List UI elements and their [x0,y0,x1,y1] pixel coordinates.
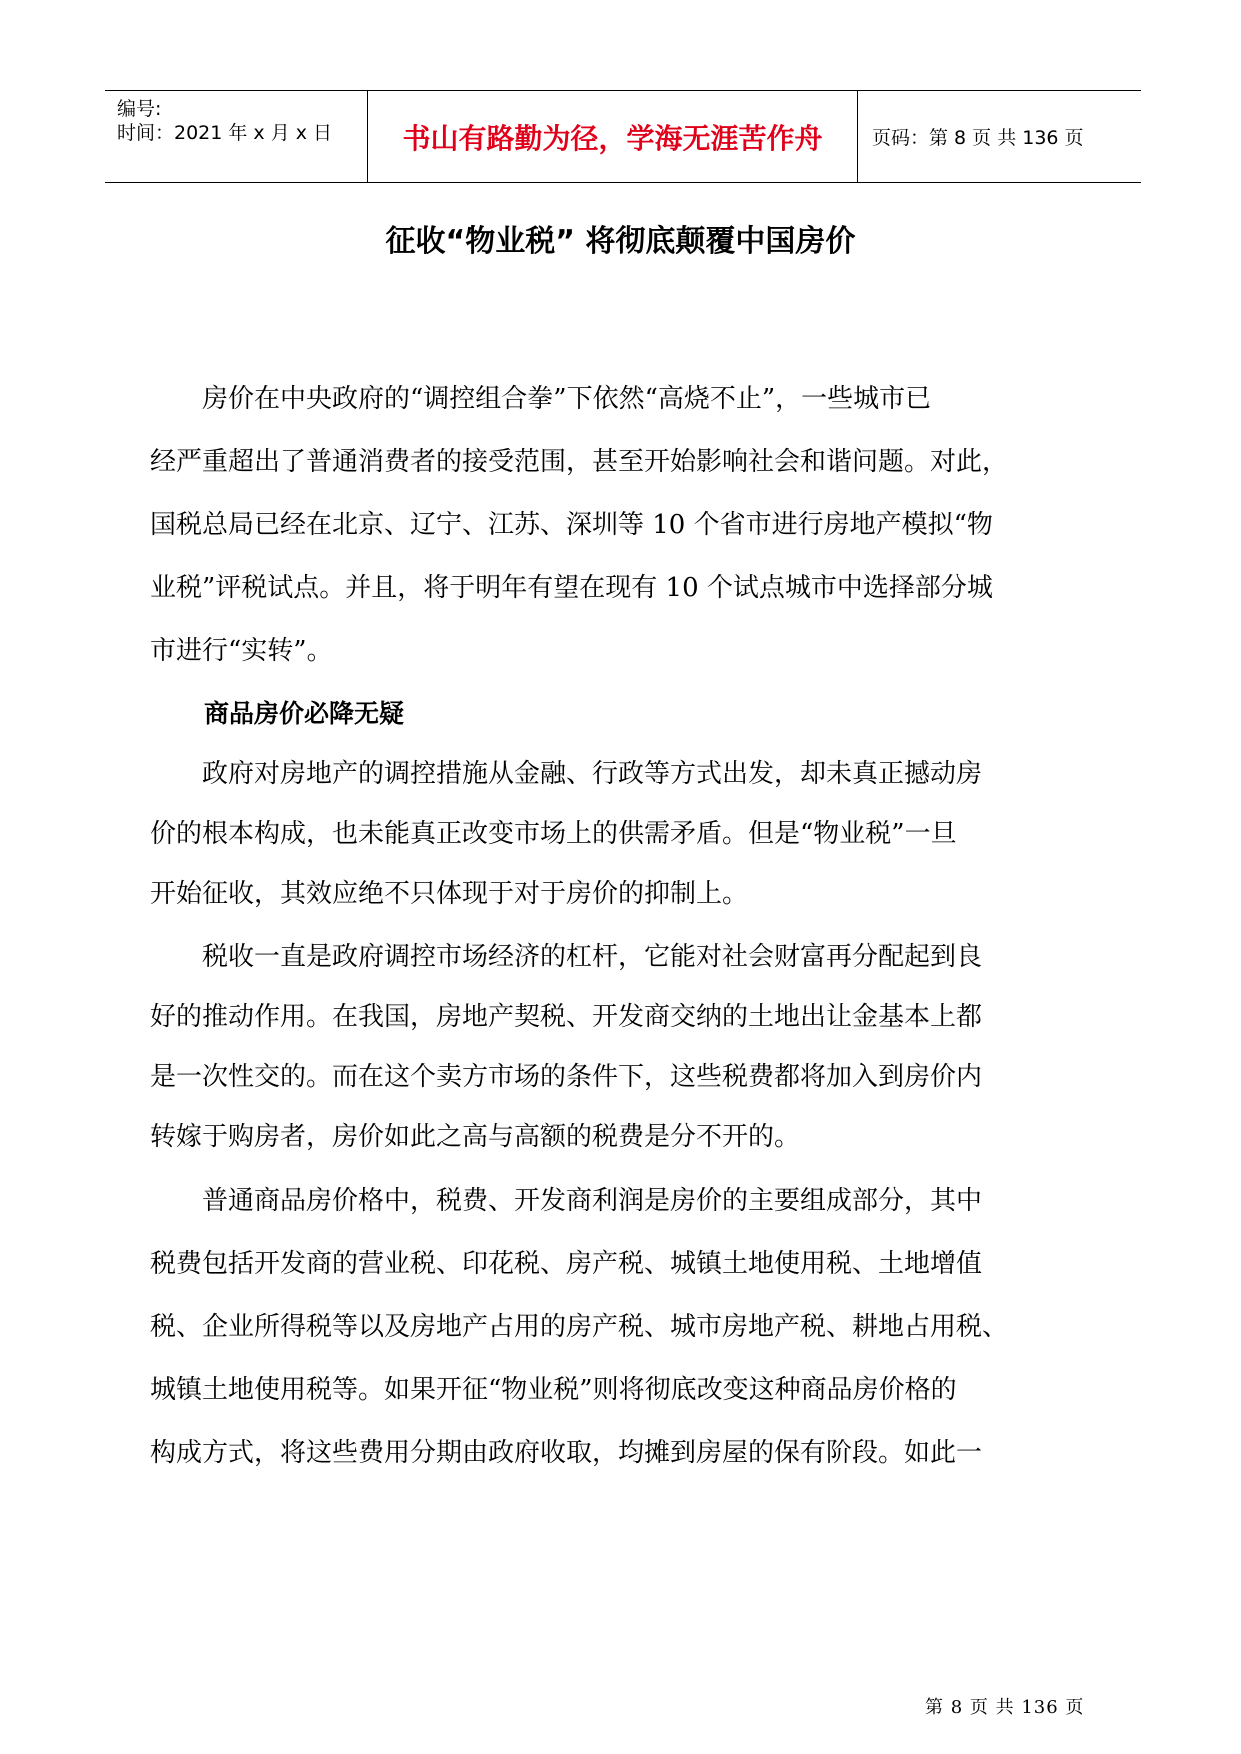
page-header [105,90,1141,183]
paragraph-line: 国税总局已经在北京、辽宁、江苏、深圳等 10 个省市进行房地产模拟“物 [150,510,993,540]
paragraph-line: 经严重超出了普通消费者的接受范围，甚至开始影响社会和谐问题。对此， [150,447,1009,477]
paragraph-line: 开始征收，其效应绝不只体现于对于房价的抑制上。 [150,879,749,909]
page-footer: 第 8 页 共 136 页 [925,1697,1085,1718]
paragraph-line: 价的根本构成，也未能真正改变市场上的供需矛盾。但是“物业税”一旦 [150,819,957,849]
document-time-label: 时间：2021 年 x 月 x 日 [117,122,333,144]
paragraph-line: 税、企业所得税等以及房地产占用的房产税、城市房地产税、耕地占用税、 [150,1312,1009,1342]
article-title: 征收“物业税” 将彻底颠覆中国房价 [385,224,856,259]
paragraph-line: 构成方式，将这些费用分期由政府收取，均摊到房屋的保有阶段。如此一 [150,1438,983,1468]
header-info-cell [105,91,368,182]
paragraph-line: 税费包括开发商的营业税、印花税、房产税、城镇土地使用税、土地增值 [150,1249,983,1279]
paragraph-line: 是一次性交的。而在这个卖方市场的条件下，这些税费都将加入到房价内 [150,1062,983,1092]
paragraph-line: 业税”评税试点。并且，将于明年有望在现有 10 个试点城市中选择部分城 [150,573,993,603]
section-subheading: 商品房价必降无疑 [204,699,405,728]
paragraph-line: 房价在中央政府的“调控组合拳”下依然“高烧不止”，一些城市已 [150,384,932,414]
paragraph-line: 政府对房地产的调控措施从金融、行政等方式出发，却未真正撼动房 [150,759,983,789]
paragraph-line: 转嫁于购房者，房价如此之高与高额的税费是分不开的。 [150,1122,801,1152]
header-page-cell [858,91,1141,182]
header-motto: 书山有路勤为径，学海无涯苦作舟 [402,121,823,155]
paragraph-line: 好的推动作用。在我国，房地产契税、开发商交纳的土地出让金基本上都 [150,1002,983,1032]
paragraph-line: 市进行“实转”。 [150,636,333,666]
document-number-label: 编号: [117,98,162,120]
header-motto-cell [368,91,858,182]
paragraph-line: 普通商品房价格中，税费、开发商利润是房价的主要组成部分，其中 [150,1186,983,1216]
paragraph-line: 城镇土地使用税等。如果开征“物业税”则将彻底改变这种商品房价格的 [150,1375,957,1405]
header-page-code: 页码：第 8 页 共 136 页 [872,127,1084,149]
paragraph-line: 税收一直是政府调控市场经济的杠杆，它能对社会财富再分配起到良 [150,942,983,972]
